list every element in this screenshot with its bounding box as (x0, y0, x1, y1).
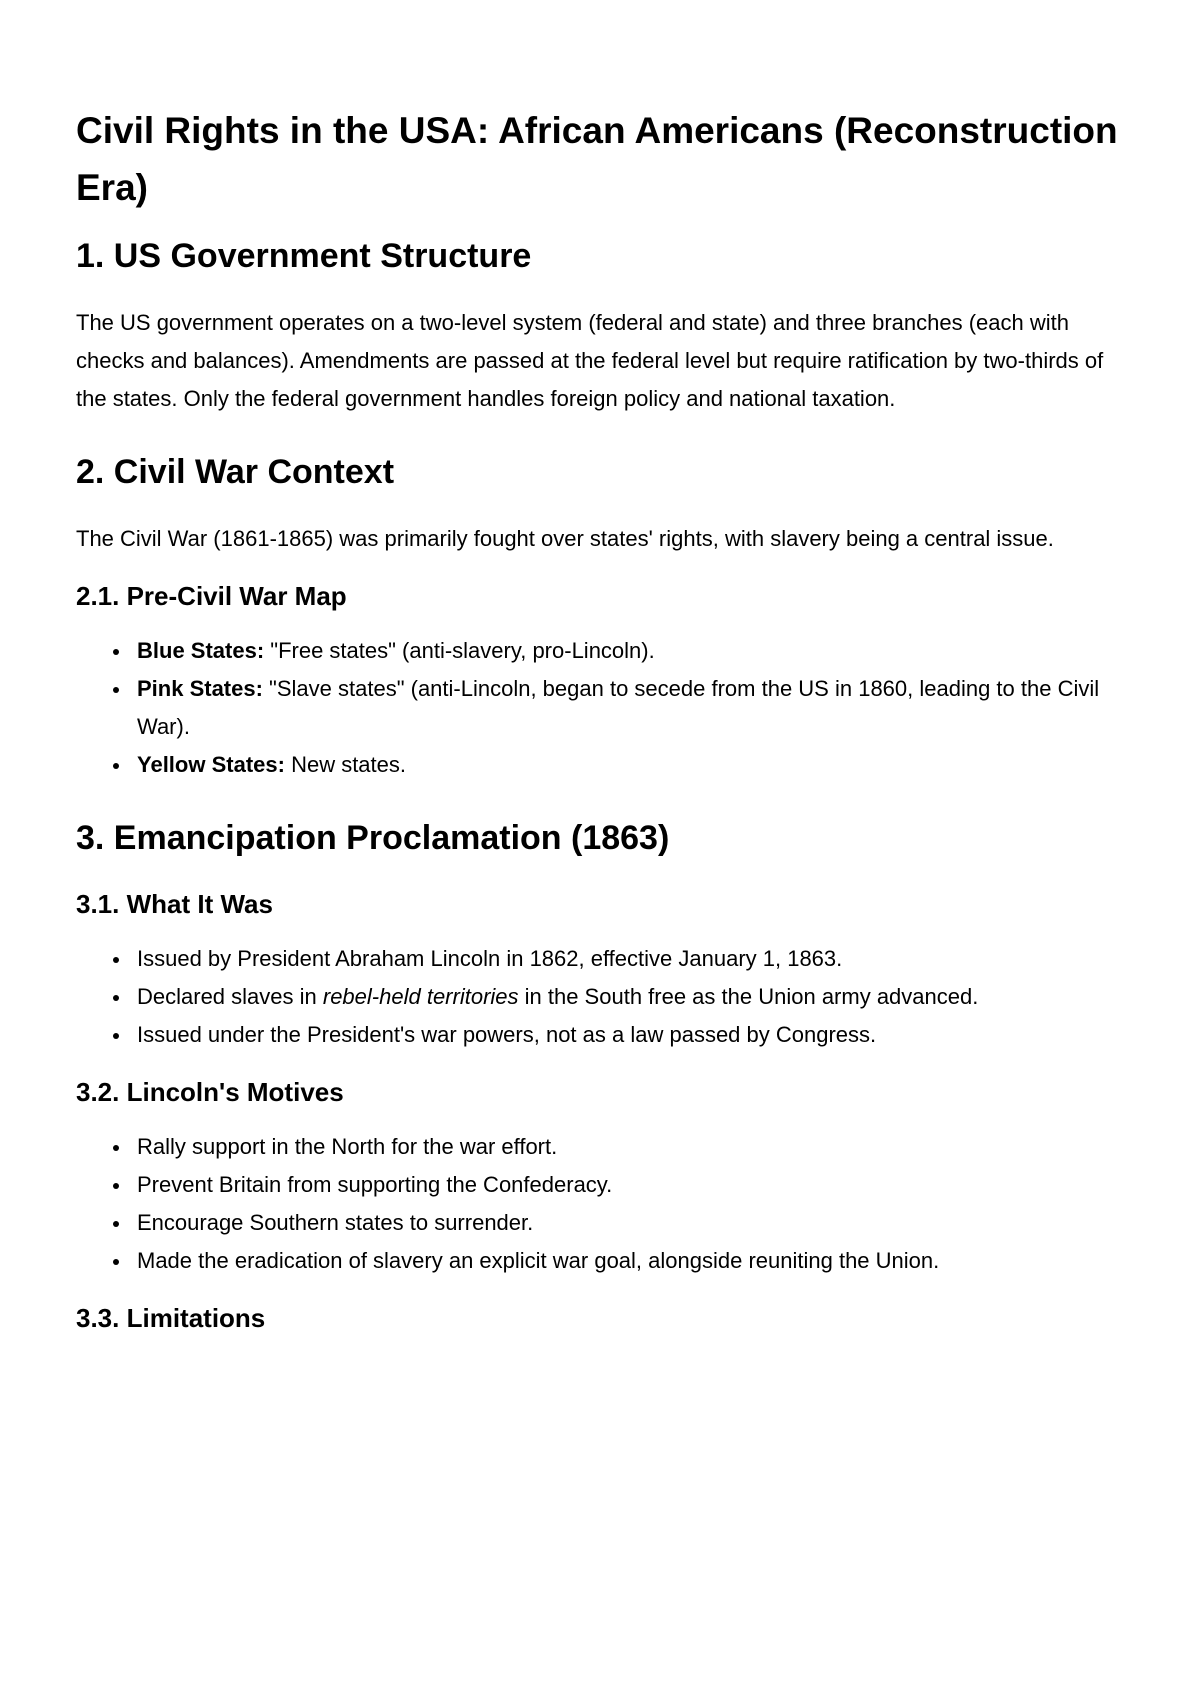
list-item-text: "Slave states" (anti-Lincoln, began to secede from the US in 1860, leading to the Civil War). (137, 676, 1100, 739)
list-item: Issued by President Abraham Lincoln in 1862, effective January 1, 1863. (137, 940, 1124, 978)
list-item-text: Declared slaves in (137, 984, 323, 1009)
list-item-text: in the South free as the Union army advanced. (518, 984, 979, 1009)
subsection-heading: 3.2. Lincoln's Motives (76, 1077, 344, 1107)
list-item (137, 670, 1124, 746)
section-paragraph: The US government operates on a two-level system (federal and state) and three branches (each with checks and balances). Amendments are passed at the federal level but require ratification by two-thirds of the states. Only the federal government handles foreign policy and national taxation. (76, 310, 1104, 411)
subsection-heading: 3.1. What It Was (76, 889, 273, 919)
section-heading: 1. US Government Structure (76, 237, 532, 275)
list-item (137, 746, 1124, 784)
list-item (137, 632, 1124, 670)
list-item-term: Blue States: (137, 638, 265, 663)
section-emancipation-proclamation (76, 816, 1124, 1336)
what-it-was-list (76, 940, 1124, 1054)
list-item: Rally support in the North for the war effort. (137, 1128, 1124, 1166)
document-title: Civil Rights in the USA: African Americans (Reconstruction Era) (76, 110, 1118, 208)
list-item (137, 978, 1124, 1016)
section-government-structure (76, 234, 1124, 418)
list-item-text: New states. (284, 752, 406, 777)
list-item: Made the eradication of slavery an explicit war goal, alongside reuniting the Union. (137, 1242, 1124, 1280)
list-item-text: "Free states" (anti-slavery, pro-Lincoln). (264, 638, 655, 663)
list-item: Prevent Britain from supporting the Confederacy. (137, 1166, 1124, 1204)
list-item: Issued under the President's war powers, not as a law passed by Congress. (137, 1016, 1124, 1054)
subsection-heading: 2.1. Pre-Civil War Map (76, 581, 347, 611)
motives-list (76, 1128, 1124, 1280)
list-item-term: Pink States: (137, 676, 263, 701)
subsection-heading: 3.3. Limitations (76, 1303, 266, 1333)
section-heading: 2. Civil War Context (76, 453, 395, 491)
list-item-term: Yellow States: (137, 752, 285, 777)
map-legend-list (76, 632, 1124, 784)
list-item-emphasis: rebel-held territories (322, 984, 519, 1009)
section-paragraph: The Civil War (1861-1865) was primarily fought over states' rights, with slavery being a central issue. (76, 526, 1054, 551)
section-heading: 3. Emancipation Proclamation (1863) (76, 819, 670, 857)
list-item: Encourage Southern states to surrender. (137, 1204, 1124, 1242)
section-civil-war-context (76, 450, 1124, 784)
